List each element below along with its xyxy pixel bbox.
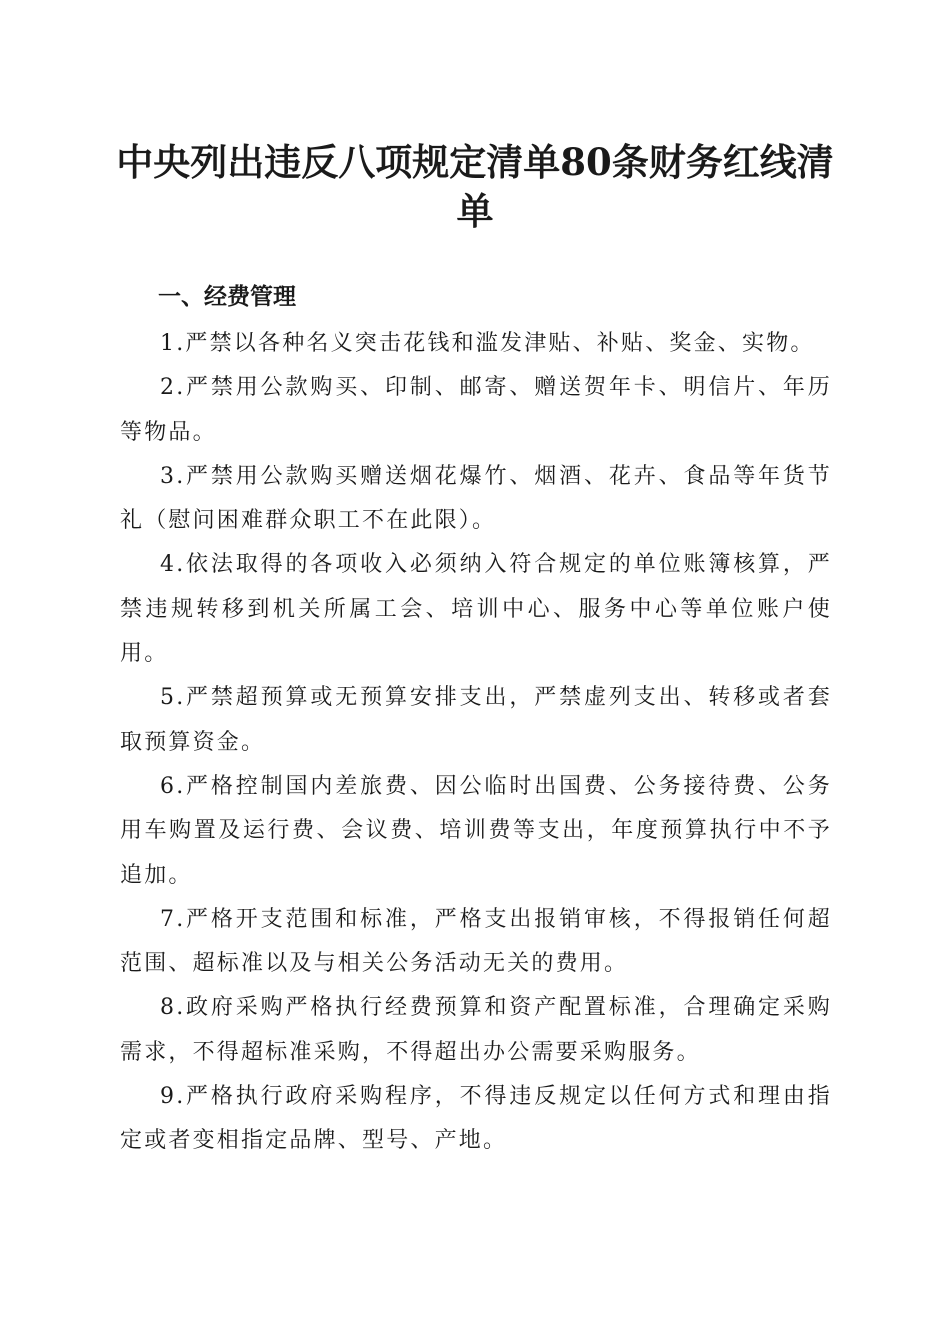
list-item: 2.严禁用公款购买、印制、邮寄、赠送贺年卡、明信片、年历等物品。 [120,375,832,445]
list-item: 1.严禁以各种名义突击花钱和滥发津贴、补贴、奖金、实物。 [160,331,815,356]
document-title: 中央列出违反八项规定清单80条财务红线清单 [116,140,834,233]
list-item: 7.严格开支范围和标准，严格支出报销审核，不得报销任何超范围、超标准以及与相关公务活动无关的费用。 [120,906,832,977]
list-item: 6.严格控制国内差旅费、因公临时出国费、公务接待费、公务用车购置及运行费、会议费、培训费等支出，年度预算执行中不予追加。 [120,773,832,888]
list-item: 4.依法取得的各项收入必须纳入符合规定的单位账簿核算，严禁违规转移到机关所属工会、培训中心、服务中心等单位账户使用。 [120,552,832,667]
list-item: 8.政府采购严格执行经费预算和资产配置标准，合理确定采购需求，不得超标准采购，不得超出办公需要采购服务。 [120,995,832,1065]
list-item: 9.严格执行政府采购程序，不得违反规定以任何方式和理由指定或者变相指定品牌、型号、产地。 [120,1084,832,1154]
list-item: 5.严禁超预算或无预算安排支出，严禁虚列支出、转移或者套取预算资金。 [120,685,832,755]
item-list [120,322,832,1164]
section-heading: 一、经费管理 [158,284,296,310]
list-item: 3.严禁用公款购买赠送烟花爆竹、烟酒、花卉、食品等年货节礼（慰问困难群众职工不在此限）。 [120,463,832,534]
